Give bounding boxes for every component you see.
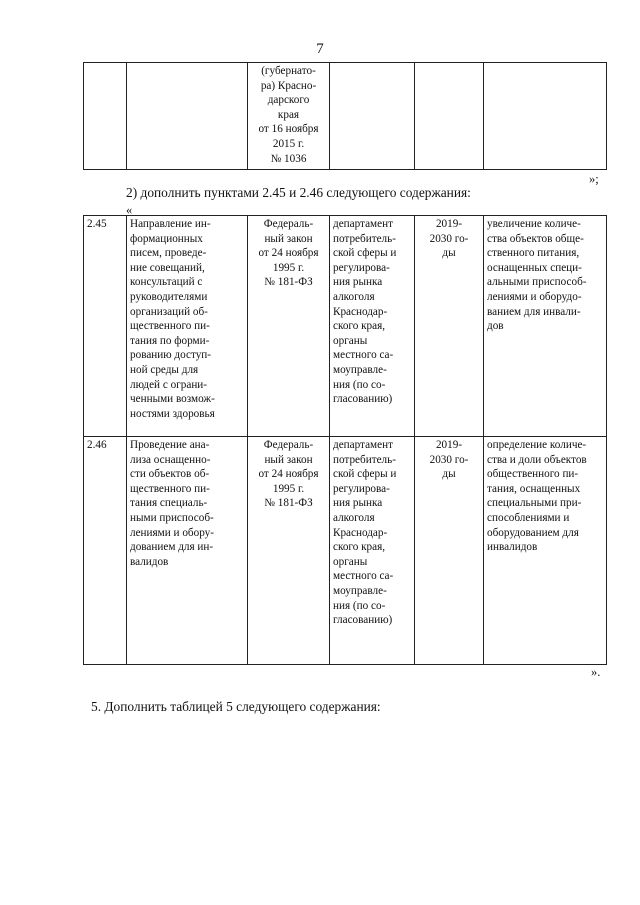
end-mark: ». xyxy=(591,665,601,679)
executor-cell xyxy=(330,63,415,170)
cell-line: общественного пи- xyxy=(487,468,579,481)
period-cell xyxy=(415,216,484,437)
cell-line: алкоголя xyxy=(333,290,375,303)
cell-line: моуправле- xyxy=(333,363,387,376)
cell-line: органы xyxy=(333,555,368,568)
cell-line: департамент xyxy=(333,218,393,230)
cell-line: ра) Красно- xyxy=(260,79,317,92)
cell-line: 1995 г. xyxy=(272,261,305,274)
cell-line: организаций об- xyxy=(130,305,208,318)
cell-line: дованием для ин- xyxy=(130,541,214,554)
cell-line: специальными при- xyxy=(487,497,582,510)
cell-line: местного са- xyxy=(333,570,394,583)
cell-line: инвалидов xyxy=(487,541,538,554)
measure-cell xyxy=(127,63,248,170)
cell-line: ства объектов обще- xyxy=(487,232,584,245)
basis-cell xyxy=(248,63,330,170)
cell-line: руководителями xyxy=(130,290,208,303)
cell-line: ными приспособ- xyxy=(130,511,214,524)
cell-line: ный закон xyxy=(264,453,313,466)
cell-line: моуправле- xyxy=(333,584,387,597)
cell-line: № 1036 xyxy=(270,152,307,165)
cell-line: алкоголя xyxy=(333,511,375,524)
number-cell: 2.45 xyxy=(84,216,127,437)
cell-line: ственного питания, xyxy=(487,247,580,260)
cell-line: 2030 го- xyxy=(429,453,469,466)
cell-line: дов xyxy=(487,320,504,333)
cell-line: оборудованием для xyxy=(487,526,579,539)
cell-line: определение количе- xyxy=(487,439,587,451)
cell-line: от 16 ноября xyxy=(258,123,319,136)
cell-line: способлениями и xyxy=(487,511,570,524)
page-number: 7 xyxy=(316,41,324,57)
cell-line: ченными возмож- xyxy=(130,393,215,406)
cell-line: лениями и оборудо- xyxy=(487,290,582,303)
cell-line: Федераль- xyxy=(263,439,314,451)
period-cell xyxy=(415,63,484,170)
cell-line: департамент xyxy=(333,439,393,451)
table-row xyxy=(84,216,607,437)
cell-line: 2019- xyxy=(435,218,463,230)
cell-line: людей с ограни- xyxy=(130,378,208,391)
cell-line: местного са- xyxy=(333,349,394,362)
period-cell xyxy=(415,437,484,665)
cell-line: ванием для инвали- xyxy=(487,305,581,318)
cell-line: Проведение ана- xyxy=(130,439,210,451)
cell-line: 2019- xyxy=(435,439,463,451)
cell-line: регулирова- xyxy=(333,261,390,274)
cell-line: щественного пи- xyxy=(130,482,210,495)
cell-line: Федераль- xyxy=(263,218,314,230)
cell-line: тания по форми- xyxy=(130,334,210,347)
cell-line: альными приспособ- xyxy=(487,276,587,289)
cell-line: лениями и обору- xyxy=(130,526,214,539)
cell-line: регулирова- xyxy=(333,482,390,495)
intro-paragraph: 2) дополнить пунктами 2.45 и 2.46 следующего содержания: xyxy=(126,185,471,200)
cell-line: Направление ин- xyxy=(130,218,211,230)
cell-line: края xyxy=(277,108,300,121)
end-mark: »; xyxy=(589,172,599,186)
number-cell xyxy=(84,63,127,170)
cell-line: потребитель- xyxy=(333,232,396,245)
cell-line: щественного пи- xyxy=(130,320,210,333)
result-cell xyxy=(484,437,607,665)
cell-line: дарского xyxy=(267,94,310,107)
cell-line: тания специаль- xyxy=(130,497,208,510)
section-paragraph: 5. Дополнить таблицей 5 следующего содержания: xyxy=(91,699,381,714)
cell-line: ный закон xyxy=(264,232,313,245)
cell-line: № 181-ФЗ xyxy=(264,497,313,510)
measures-table xyxy=(83,215,607,665)
table-row xyxy=(84,437,607,665)
cell-line: ние совещаний, xyxy=(130,261,205,274)
cell-line: органы xyxy=(333,334,368,347)
executor-cell xyxy=(330,437,415,665)
cell-line: ды xyxy=(442,247,456,260)
result-cell xyxy=(484,63,607,170)
basis-cell xyxy=(248,216,330,437)
continuation-table xyxy=(83,62,607,170)
cell-line: лиза оснащенно- xyxy=(130,453,211,466)
cell-line: гласованию) xyxy=(333,614,393,627)
cell-line: рованию доступ- xyxy=(130,349,211,362)
cell-line: писем, проведе- xyxy=(130,247,207,260)
cell-line: ды xyxy=(442,468,456,481)
cell-line: 2015 г. xyxy=(272,137,305,150)
cell-line: ства и доли объектов xyxy=(487,453,587,466)
cell-line: Краснодар- xyxy=(333,526,388,539)
cell-line: валидов xyxy=(130,555,169,568)
open-quote: « xyxy=(126,203,133,217)
cell-line: от 24 ноября xyxy=(258,247,319,260)
cell-line: ния (по со- xyxy=(333,378,386,391)
cell-line: ской сферы и xyxy=(333,468,397,481)
cell-line: сти объектов об- xyxy=(130,468,210,481)
cell-line: ностями здоровья xyxy=(130,407,215,420)
cell-line: потребитель- xyxy=(333,453,396,466)
result-cell xyxy=(484,216,607,437)
cell-line: тания, оснащенных xyxy=(487,482,581,495)
basis-cell xyxy=(248,437,330,665)
cell-line: оснащенных специ- xyxy=(487,261,582,274)
cell-line: от 24 ноября xyxy=(258,468,319,481)
cell-line: Краснодар- xyxy=(333,305,388,318)
cell-line: ной среды для xyxy=(130,363,199,376)
measure-cell xyxy=(127,216,248,437)
number-cell: 2.46 xyxy=(84,437,127,665)
cell-line: ния рынка xyxy=(333,497,383,510)
cell-line: (губернато- xyxy=(261,65,316,77)
cell-line: увеличение количе- xyxy=(487,218,581,230)
cell-line: ния рынка xyxy=(333,276,383,289)
executor-cell xyxy=(330,216,415,437)
cell-line: ского края, xyxy=(333,541,386,554)
cell-line: гласованию) xyxy=(333,393,393,406)
measure-cell xyxy=(127,437,248,665)
cell-line: формационных xyxy=(130,232,203,245)
cell-line: ской сферы и xyxy=(333,247,397,260)
cell-line: № 181-ФЗ xyxy=(264,276,313,289)
cell-line: ния (по со- xyxy=(333,599,386,612)
table-row xyxy=(84,63,607,170)
cell-line: 2030 го- xyxy=(429,232,469,245)
cell-line: ского края, xyxy=(333,320,386,333)
cell-line: 1995 г. xyxy=(272,482,305,495)
cell-line: консультаций с xyxy=(130,276,203,289)
